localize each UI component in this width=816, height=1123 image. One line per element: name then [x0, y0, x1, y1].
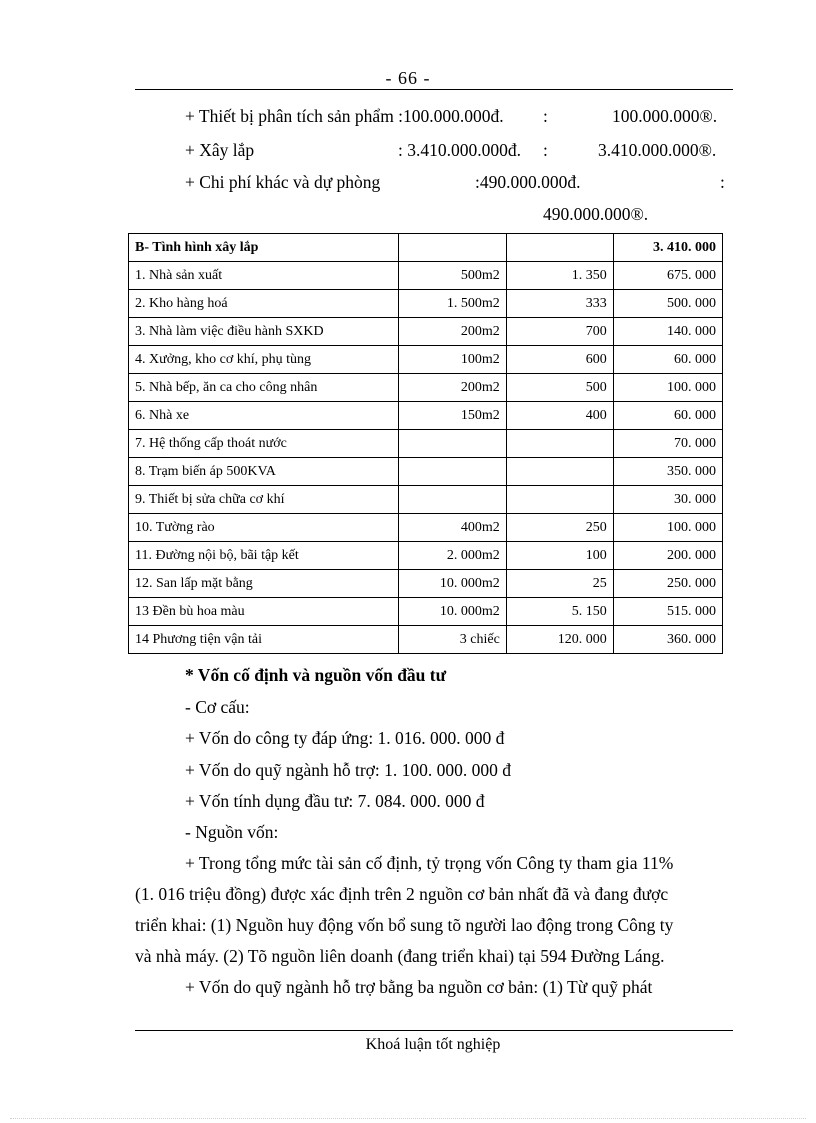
table-header-total: 3. 410. 000: [613, 234, 722, 262]
row-amount: 70. 000: [613, 430, 722, 458]
paragraph-line: và nhà máy. (2) Tõ nguồn liên doanh (đang triển khai) tại 594 Đường Láng.: [135, 946, 665, 966]
row-area: [398, 486, 506, 514]
row-area: 100m2: [398, 346, 506, 374]
row-price: 500: [506, 374, 613, 402]
table-header-empty: [398, 234, 506, 262]
table-row: [129, 430, 723, 458]
row-name: 8. Trạm biến áp 500KVA: [129, 458, 399, 486]
row-amount: 515. 000: [613, 598, 722, 626]
row-amount: 100. 000: [613, 374, 722, 402]
page-number: - 66 -: [385, 68, 431, 88]
paragraph-line: triển khai: (1) Nguồn huy động vốn bổ sung tõ người lao động trong Công ty: [135, 915, 674, 935]
paragraph-line: (1. 016 triệu đồng) được xác định trên 2 nguồn cơ bản nhất đã và đang được: [135, 884, 669, 904]
row-price: [506, 486, 613, 514]
cost-line-other-sep: :: [720, 172, 725, 192]
row-price: 25: [506, 570, 613, 598]
row-price: [506, 430, 613, 458]
table-row: [129, 570, 723, 598]
structure-item-fund: + Vốn do quỹ ngành hỗ trợ: 1. 100. 000. 000 đ: [185, 760, 512, 780]
row-area: [398, 458, 506, 486]
cost-line-construction-value: 3.410.000.000®.: [598, 140, 717, 160]
row-price: [506, 458, 613, 486]
row-name: 13 Đền bù hoa màu: [129, 598, 399, 626]
cost-line-equipment-value: 100.000.000®.: [612, 106, 718, 126]
row-price: 120. 000: [506, 626, 613, 654]
row-area: 10. 000m2: [398, 570, 506, 598]
table-row: [129, 514, 723, 542]
row-amount: 350. 000: [613, 458, 722, 486]
row-price: 100: [506, 542, 613, 570]
row-name: 2. Kho hàng hoá: [129, 290, 399, 318]
row-amount: 675. 000: [613, 262, 722, 290]
cost-line-construction: + Xây lắp: [185, 140, 255, 160]
row-area: 2. 000m2: [398, 542, 506, 570]
footer-rule: [135, 1030, 733, 1031]
row-name: 12. San lấp mặt bằng: [129, 570, 399, 598]
table-header-row: [129, 234, 723, 262]
table-row: [129, 374, 723, 402]
cost-line-equipment: + Thiết bị phân tích sản phẩm :100.000.000đ.: [185, 106, 504, 126]
row-area: 200m2: [398, 374, 506, 402]
construction-table: [128, 233, 723, 654]
row-name: 10. Tường rào: [129, 514, 399, 542]
structure-item-company: + Vốn do công ty đáp ứng: 1. 016. 000. 000 đ: [185, 728, 505, 748]
row-area: 150m2: [398, 402, 506, 430]
table-header-label: B- Tình hình xây lắp: [129, 234, 399, 262]
paragraph-line: + Vốn do quỹ ngành hỗ trợ bằng ba nguồn cơ bản: (1) Từ quỹ phát: [185, 977, 653, 997]
table-row: [129, 290, 723, 318]
row-price: 700: [506, 318, 613, 346]
table-row: [129, 402, 723, 430]
row-price: 333: [506, 290, 613, 318]
row-amount: 360. 000: [613, 626, 722, 654]
row-area: 1. 500m2: [398, 290, 506, 318]
row-area: 3 chiếc: [398, 626, 506, 654]
cost-line-other-amount: :490.000.000đ.: [475, 172, 581, 192]
row-name: 6. Nhà xe: [129, 402, 399, 430]
cost-line-other: + Chi phí khác và dự phòng: [185, 172, 381, 192]
table-row: [129, 346, 723, 374]
row-amount: 200. 000: [613, 542, 722, 570]
row-price: 5. 150: [506, 598, 613, 626]
row-price: 600: [506, 346, 613, 374]
row-area: 10. 000m2: [398, 598, 506, 626]
row-area: [398, 430, 506, 458]
source-label: - Nguồn vốn:: [185, 822, 279, 842]
row-name: 5. Nhà bếp, ăn ca cho công nhân: [129, 374, 399, 402]
row-name: 4. Xưởng, kho cơ khí, phụ tùng: [129, 346, 399, 374]
row-amount: 140. 000: [613, 318, 722, 346]
structure-label: - Cơ cấu:: [185, 697, 250, 717]
row-area: 400m2: [398, 514, 506, 542]
cost-line-construction-sep: :: [543, 140, 548, 160]
row-price: 250: [506, 514, 613, 542]
section-title: * Vốn cố định và nguồn vốn đầu tư: [185, 665, 447, 685]
row-area: 500m2: [398, 262, 506, 290]
table-row: [129, 458, 723, 486]
row-amount: 250. 000: [613, 570, 722, 598]
footer-text: Khoá luận tốt nghiệp: [365, 1036, 501, 1053]
paragraph-line: + Trong tổng mức tài sản cố định, tỷ trọng vốn Công ty tham gia 11%: [185, 853, 674, 873]
row-name: 3. Nhà làm việc điều hành SXKD: [129, 318, 399, 346]
header-rule: [135, 89, 733, 90]
row-name: 7. Hệ thống cấp thoát nước: [129, 430, 399, 458]
row-amount: 500. 000: [613, 290, 722, 318]
table-row: [129, 598, 723, 626]
table-header-empty: [506, 234, 613, 262]
row-name: 9. Thiết bị sửa chữa cơ khí: [129, 486, 399, 514]
table-row: [129, 318, 723, 346]
page-edge-dots: [10, 1118, 806, 1119]
row-name: 11. Đường nội bộ, bãi tập kết: [129, 542, 399, 570]
row-amount: 30. 000: [613, 486, 722, 514]
table-row: [129, 542, 723, 570]
structure-item-credit: + Vốn tính dụng đầu tư: 7. 084. 000. 000 đ: [185, 791, 485, 811]
row-amount: 100. 000: [613, 514, 722, 542]
cost-line-other-value: 490.000.000®.: [543, 204, 649, 224]
row-name: 14 Phương tiện vận tải: [129, 626, 399, 654]
table-row: [129, 262, 723, 290]
row-price: 1. 350: [506, 262, 613, 290]
row-amount: 60. 000: [613, 346, 722, 374]
table-row: [129, 626, 723, 654]
row-price: 400: [506, 402, 613, 430]
row-area: 200m2: [398, 318, 506, 346]
row-name: 1. Nhà sản xuất: [129, 262, 399, 290]
cost-line-construction-amount: : 3.410.000.000đ.: [398, 140, 521, 160]
row-amount: 60. 000: [613, 402, 722, 430]
table-row: [129, 486, 723, 514]
cost-line-equipment-sep: :: [543, 106, 548, 126]
